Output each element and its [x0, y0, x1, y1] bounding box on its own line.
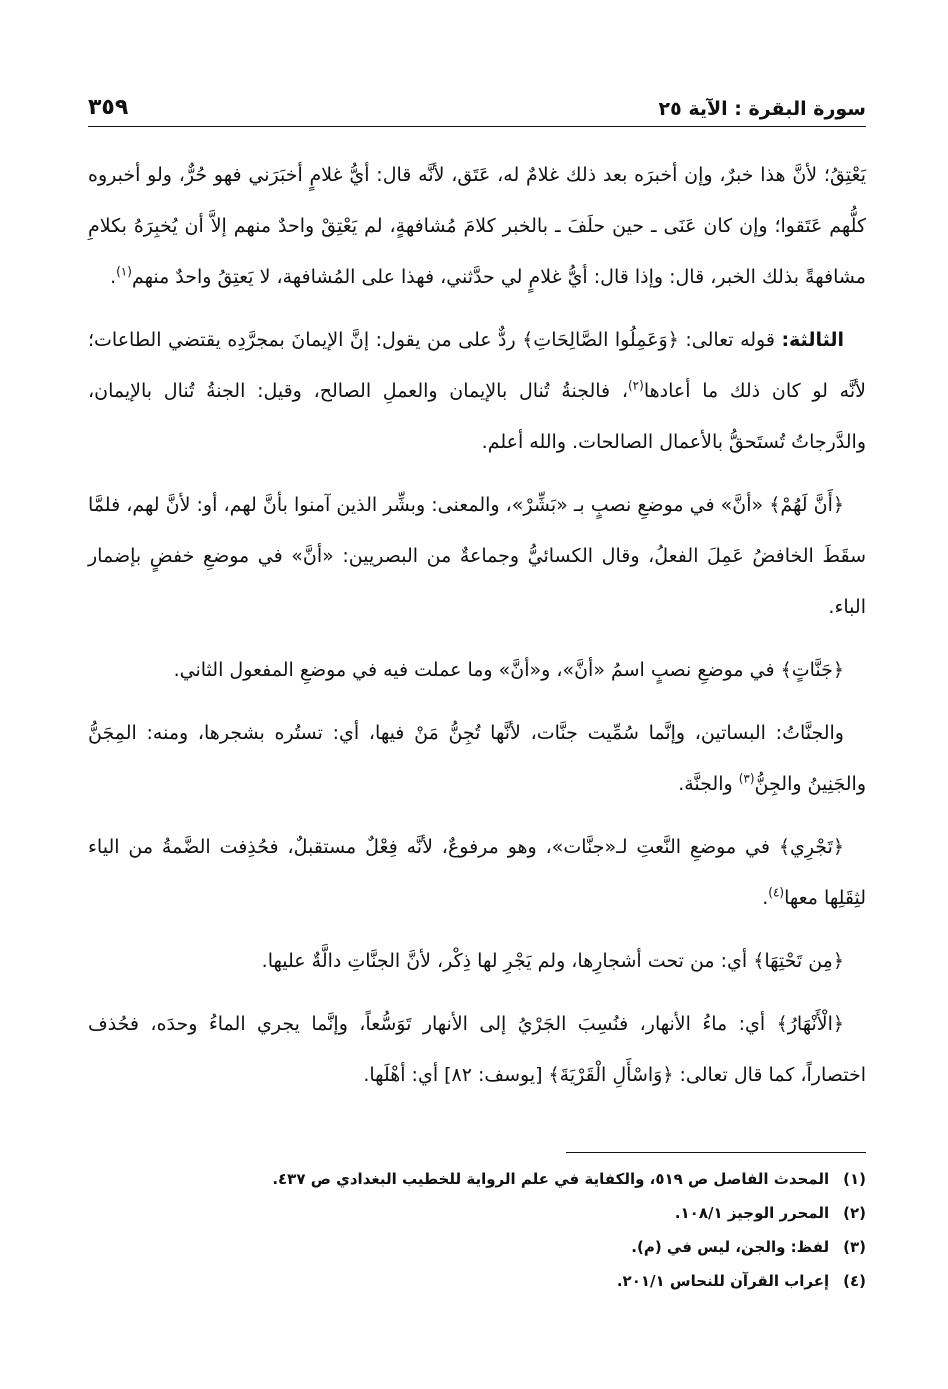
book-page: [88, 0, 866, 1389]
running-title: سورة البقرة : الآية ٢٥: [658, 98, 866, 120]
footnote-number: (١): [843, 1170, 866, 1188]
paragraph-1: يَعْتِقُ؛ لأنَّ هذا خبرٌ، وإن أخبرَه بعد ذلك غلامٌ له، عَتَق، لأنَّه قال: أيُّ غلامٍ أخبَرَني فهو حُرٌّ، ولو أخبروه كلُّهم عَتَقوا؛ وإن كان عَنَى ـ حين حلَفَ ـ بالخبر كلامَ مُشافهةٍ، لم يَعْتِقْ واحدٌ منهم إلاَّ أن يُخبِرَهُ بكلامِ مشافهةً بذلك الخبر، قال: وإذا قال: أيُّ غلامٍ لي حدَّثني، فهذا على المُشافهة، لا يَعتِقُ واحدٌ منهم$^{(١)}$.: [88, 164, 866, 288]
footnotes: [88, 1162, 866, 1298]
footnote-4: [88, 1264, 866, 1298]
paragraph-8: ﴿الْأَنْهَارُ﴾ أي: ماءُ الأنهار، فنُسِبَ الجَرْيُ إلى الأنهار تَوَسُّعاً، وإنَّما يجري الماءُ وحدَه، فحُذف اختصاراً، كما قال تعالى: ﴿وَاسْأَلِ الْقَرْيَةَ﴾ [يوسف: ٨٢] أي: أهْلَها.: [88, 1013, 866, 1086]
page-header: [88, 84, 866, 120]
footnote-ref: (١): [116, 264, 132, 279]
main-text: [88, 150, 866, 1113]
footnote-text: إعراب القرآن للنحاس ٢٠١/١.: [616, 1272, 830, 1290]
paragraph-5: والجنَّاتُ: البساتين، وإنَّما سُمِّيت جنَّات، لأنَّها تُجِنُّ مَنْ فيها، أي: تستُره بشجرها، ومنه: المِجَنُّ والجَنِينُ والجِنُّ$^{(٣)}$ والجنَّة.: [88, 722, 866, 795]
footnote-1: [88, 1162, 866, 1196]
footnote-text: المحدث الفاصل ص ٥١٩، والكفاية في علم الرواية للخطيب البغدادي ص ٤٣٧.: [272, 1170, 830, 1188]
footnote-number: (٢): [843, 1204, 866, 1222]
paragraph-6: ﴿تَجْرِي﴾ في موضعِ النَّعتِ لـ«جنَّات»، وهو مرفوعٌ، لأنَّه فِعْلٌ مستقبلٌ، فحُذِفت الضَّمةُ من الياء لثِقَلِها معها$^{(٤)}$.: [88, 836, 866, 909]
section-lead: الثالثة:: [781, 329, 844, 351]
paragraph-7: ﴿مِن تَحْتِهَا﴾ أي: من تحت أشجارِها، ولم يَجْرِ لها ذِكْر، لأنَّ الجنَّاتِ دالَّةٌ عليها.: [261, 950, 844, 972]
footnote-number: (٤): [843, 1272, 866, 1290]
footnote-2: [88, 1196, 866, 1230]
paragraph-2: الثالثة: قوله تعالى: ﴿وَعَمِلُوا الصَّالِحَاتِ﴾ ردٌّ على من يقول: إنَّ الإيمانَ بمجرَّدِه يقتضي الطاعات؛ لأنَّه لو كان ذلك ما أعادها$^{(٢)}$، فالجنةُ تُنال بالإيمان والعملِ الصالح، وقيل: الجنةُ تُنال بالإيمان، والدَّرجاتُ تُستَحقُّ بالأعمال الصالحات. والله أعلم.: [88, 329, 866, 453]
footnote-divider: [566, 1152, 866, 1153]
paragraph-4: ﴿جَنَّاتٍ﴾ في موضعِ نصبٍ اسمُ «أنَّ»، و«أنَّ» وما عملت فيه في موضعِ المفعول الثاني.: [173, 659, 844, 681]
footnote-ref: (٤): [768, 885, 785, 900]
page-number: ٣٥٩: [88, 95, 129, 120]
footnote-number: (٣): [843, 1238, 866, 1256]
footnote-text: لفظ: والجن، ليس في (م).: [631, 1238, 830, 1256]
footnote-3: [88, 1230, 866, 1264]
footnote-text: المحرر الوجيز ١٠٨/١.: [674, 1204, 830, 1222]
footnote-ref: (٢): [627, 378, 644, 393]
paragraph-3: ﴿أَنَّ لَهُمْ﴾ «أنَّ» في موضعِ نصبٍ بـ «بَشِّرْ»، والمعنى: وبشِّر الذين آمنوا بأنَّ لهم، أو: لأنَّ لهم، فلمَّا سقَطَ الخافضُ عَمِلَ الفعلُ، وقال الكسائيُّ وجماعةٌ من البصريين: «أنَّ» في موضعِ خفضٍ بإضمار الباء.: [88, 494, 866, 618]
footnote-ref: (٣): [738, 771, 755, 786]
header-divider: [88, 126, 866, 127]
